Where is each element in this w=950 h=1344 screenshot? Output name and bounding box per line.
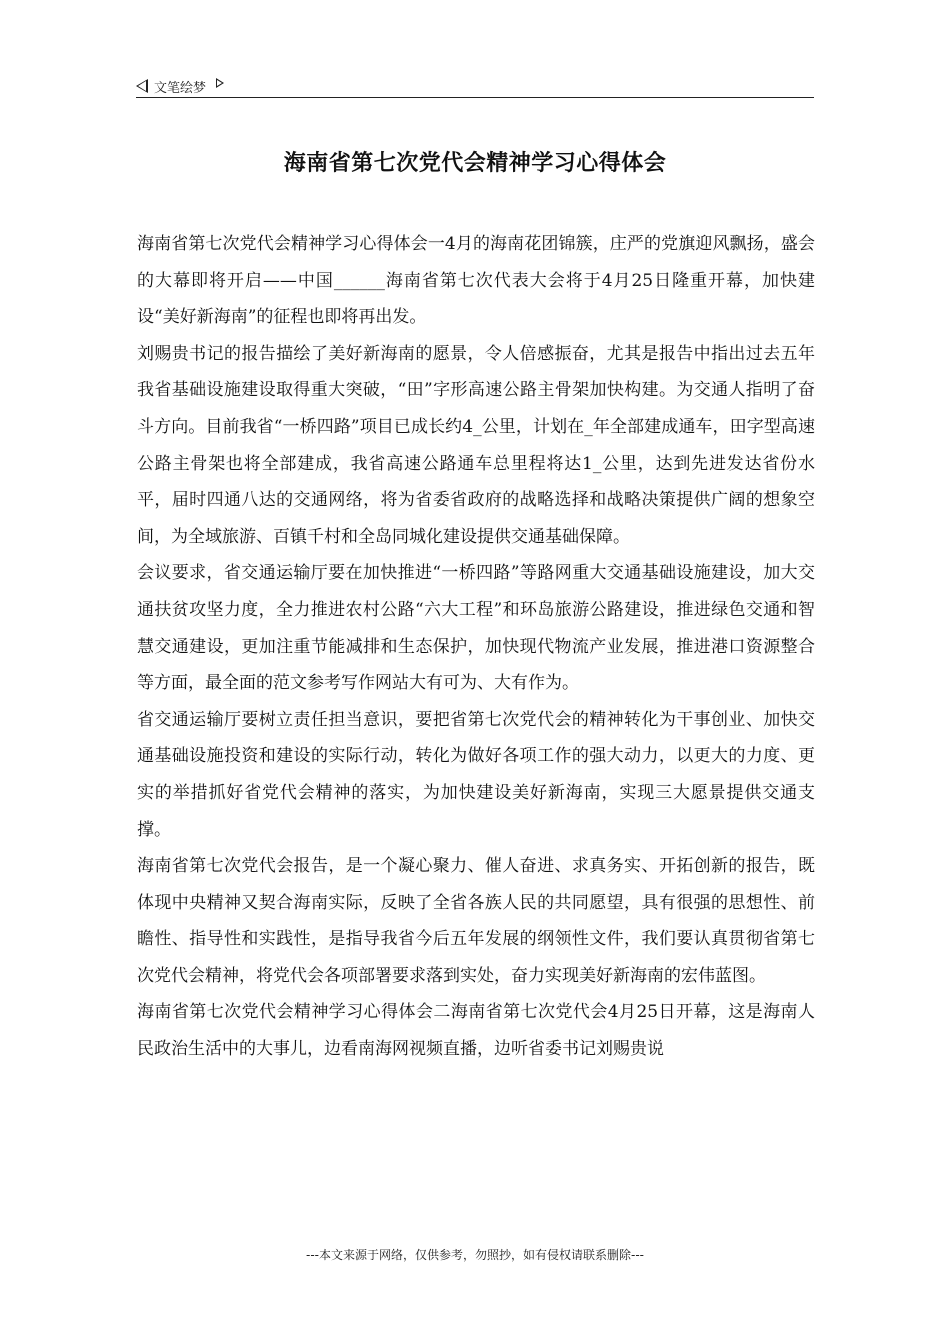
brand-label: 文笔绘梦 [154, 80, 207, 96]
paragraph-5: 海南省第七次党代会报告，是一个凝心聚力、催人奋进、求真务实、开拓创新的报告，既体现中央精神又契合海南实际，反映了全省各族人民的共同愿望，具有很强的思想性、前瞻性、指导性和实践性，是指导我省今后五年发展的纲领性文件，我们要认真贯彻省第七次党代会精神，将党代会各项部署要求落到实处，奋力实现美好新海南的宏伟蓝图。 [137, 856, 815, 986]
triangle-left-icon [136, 79, 148, 93]
document-body [137, 226, 815, 1068]
paragraph-3: 会议要求，省交通运输厅要在加快推进“一桥四路”等路网重大交通基础设施建设，加大交通扶贫攻坚力度，全力推进农村公路“六大工程”和环岛旅游公路建设，推进绿色交通和智慧交通建设，更加注重节能减排和生态保护，加快现代物流产业发展，推进港口资源整合等方面，最全面的范文参考写作网站大有可为、大有作为。 [137, 563, 815, 694]
paragraph-4: 省交通运输厅要树立责任担当意识，要把省第七次党代会的精神转化为干事创业、加快交通基础设施投资和建设的实际行动，转化为做好各项工作的强大动力，以更大的力度、更实的举措抓好省党代会精神的落实，为加快建设美好新海南，实现三大愿景提供交通支撑。 [137, 709, 815, 840]
footer-disclaimer: ---本文来源于网络，仅供参考，勿照抄，如有侵权请联系删除--- [306, 1248, 644, 1262]
paragraph-1: 海南省第七次党代会精神学习心得体会一4月的海南花团锦簇，庄严的党旗迎风飘扬，盛会的大幕即将开启——中国______海南省第七次代表大会将于4月25日隆重开幕，加快建设“美好新海南”的征程也即将再出发。 [137, 234, 815, 328]
page-header [136, 74, 814, 98]
paragraph-6: 海南省第七次党代会精神学习心得体会二海南省第七次党代会4月25日开幕，这是海南人民政治生活中的大事儿，边看南海网视频直播，边听省委书记刘赐贵说 [137, 1002, 815, 1060]
triangle-right-icon [216, 78, 224, 88]
header-divider [136, 97, 814, 98]
document-title: 海南省第七次党代会精神学习心得体会 [283, 151, 667, 176]
paragraph-2: 刘赐贵书记的报告描绘了美好新海南的愿景，令人倍感振奋，尤其是报告中指出过去五年我省基础设施建设取得重大突破，“田”字形高速公路主骨架加快构建。为交通人指明了奋斗方向。目前我省“一桥四路”项目已成长约4_公里，计划在_年全部建成通车，田字型高速公路主骨架也将全部建成，我省高速公路通车总里程将达1_公里，达到先进发达省份水平，届时四通八达的交通网络，将为省委省政府的战略选择和战略决策提供广阔的想象空间，为全域旅游、百镇千村和全岛同城化建设提供交通基础保障。 [137, 343, 815, 547]
